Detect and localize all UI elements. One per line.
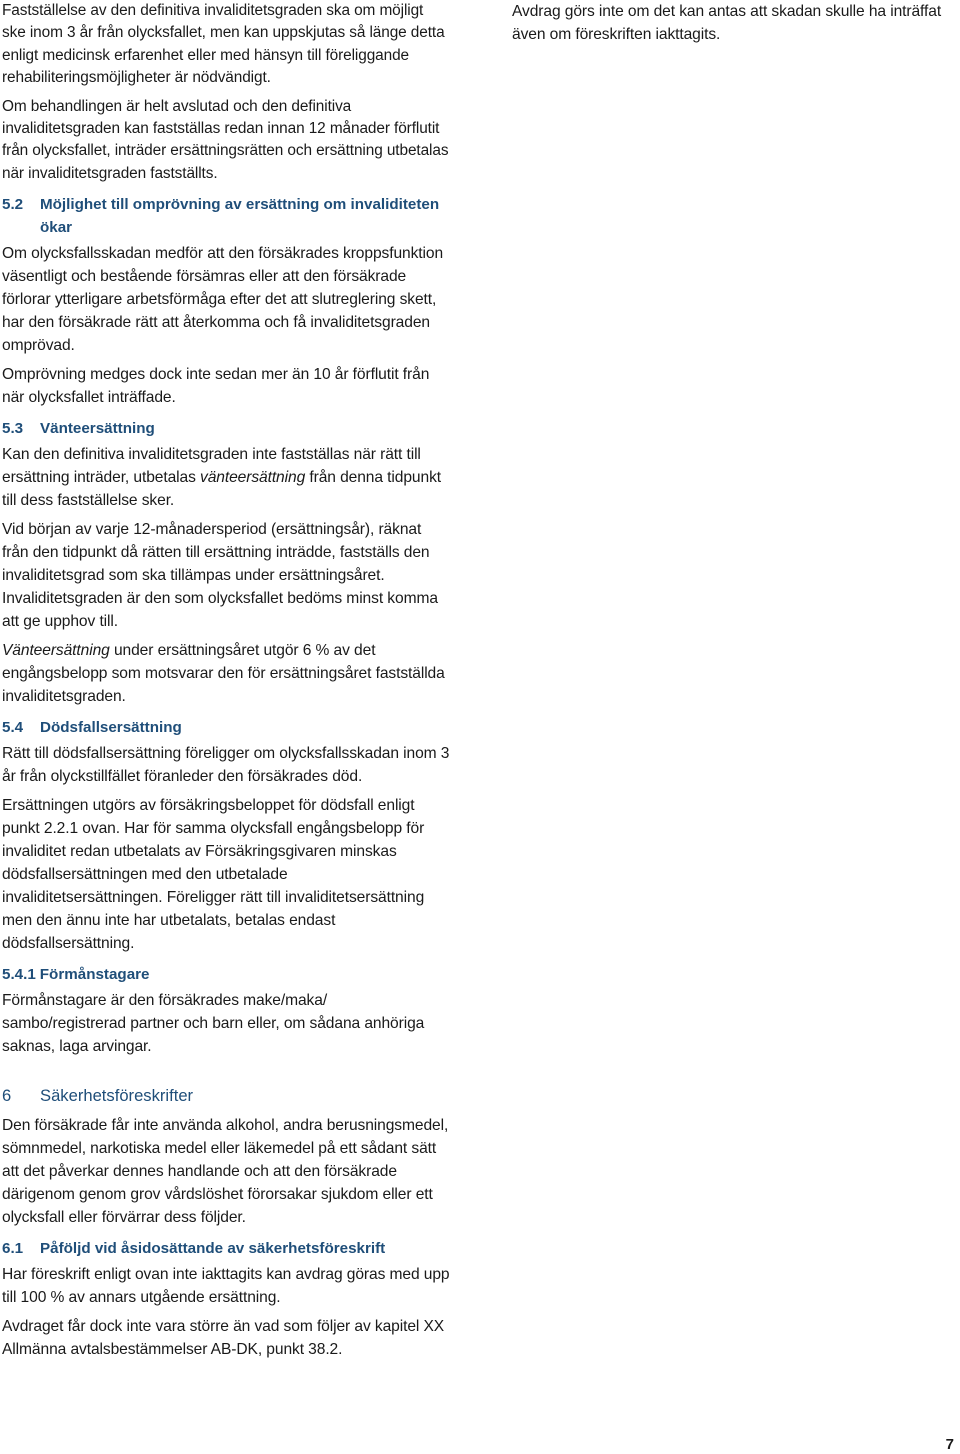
section-number: 5.3 xyxy=(2,420,24,438)
section-number: 6.1 xyxy=(2,1240,24,1258)
section-title: Förmånstagare xyxy=(39,966,150,984)
section-5-4-heading xyxy=(2,716,450,739)
section-number: 6 xyxy=(2,1086,12,1106)
section-6-1 xyxy=(2,1237,450,1361)
section-5-3-heading xyxy=(2,417,450,440)
section-5-3-paragraph-3 xyxy=(2,639,450,708)
section-title: Dödsfallsersättning xyxy=(40,719,182,737)
intro-paragraph-1: Fastställelse av den definitiva invaliditetsgraden ska om möjligt ske inom 3 år från olycksfallet, men kan uppskjutas så länge detta enligt medicinsk erfarenhet eller med hänsyn till föreliggande rehabiliteringsmöjligheter är nödvändigt. xyxy=(2,2,445,87)
section-5-4-1 xyxy=(2,963,450,1058)
section-number: 5.2 xyxy=(2,196,24,214)
right-column-paragraph-1: Avdrag görs inte om det kan antas att skadan skulle ha inträffat även om föreskriften iakttagits. xyxy=(512,3,942,43)
section-5-3-paragraph-1 xyxy=(2,443,450,512)
intro-section xyxy=(2,0,450,185)
section-5-4-paragraph-2: Ersättningen utgörs av försäkringsbeloppet för dödsfall enligt punkt 2.2.1 ovan. Har för samma olycksfall engångsbelopp för invaliditet redan utbetalats av Försäkringsgivaren minskas dödsfallsersättningen med den utbetalade invaliditetsersättningen. Föreligger rätt till invaliditetsersättning men den ännu inte har utbetalats, betalas endast dödsfallsersättning. xyxy=(2,797,425,953)
section-6-paragraph-1: Den försäkrade får inte använda alkohol, andra berusningsmedel, sömnmedel, narkotiska medel eller läkemedel på ett sådant sätt att det påverkar dennes handlande och att den försäkrade därigenom genom grov vårdslöshet förorsakar sjukdom eller ett olycksfall eller förvärrar dess följder. xyxy=(2,1117,449,1227)
section-5-2-paragraph-2: Omprövning medges dock inte sedan mer än 10 år förflutit från när olycksfallet inträffade. xyxy=(2,366,430,407)
section-6-1-heading xyxy=(2,1237,450,1260)
section-5-4-1-heading xyxy=(2,963,450,986)
section-5-4-1-paragraph-1: Förmånstagare är den försäkrades make/maka/ sambo/registrerad partner och barn eller, om sådana anhöriga saknas, laga arvingar. xyxy=(2,992,425,1056)
section-title: Påföljd vid åsidosättande av säkerhetsföreskrift xyxy=(40,1240,386,1258)
page-number: 7 xyxy=(945,1436,954,1453)
emphasis-term: Vänteersättning xyxy=(2,642,110,660)
text-run: Kan den definitiva invaliditetsgraden inte fastställas när rätt till ersättning inträder, utbetalas xyxy=(2,446,421,487)
section-5-2-paragraph-1: Om olycksfallsskadan medför att den försäkrades kroppsfunktion väsentligt och bestående försämras eller att den försäkrade förlorar ytterligare arbetsförmåga efter det att slutreglering skett, har den försäkrade rätt att återkomma och få invaliditetsgraden omprövad. xyxy=(2,245,444,355)
section-title: Möjlighet till omprövning av ersättning om invaliditeten ökar xyxy=(40,196,440,237)
section-title: Säkerhetsföreskrifter xyxy=(40,1086,194,1106)
section-title: Vänteersättning xyxy=(40,420,155,438)
right-column xyxy=(512,0,957,52)
intro-paragraph-2: Om behandlingen är helt avslutad och den definitiva invaliditetsgraden kan fastställas redan innan 12 månader förflutit från olycksfallet, inträder ersättningsrätten och ersättning utbetalas när invaliditetsgraden fastställts. xyxy=(2,97,449,182)
section-6-1-paragraph-2: Avdraget får dock inte vara större än vad som följer av kapitel XX Allmänna avtalsbestämmelser AB-DK, punkt 38.2. xyxy=(2,1318,445,1359)
section-5-2-heading xyxy=(2,193,450,239)
section-number: 5.4.1 xyxy=(2,966,36,984)
emphasis-term: vänteersättning xyxy=(200,469,306,487)
text-run: under ersättningsåret utgör 6 % av det engångsbelopp som motsvarar den för ersättningsåret fastställda invaliditetsgraden. xyxy=(2,642,445,706)
text-run: från denna tidpunkt till dess fastställelse sker. xyxy=(2,469,442,510)
section-6-heading xyxy=(2,1084,450,1108)
left-column xyxy=(2,0,450,1367)
section-5-3-paragraph-2: Vid början av varje 12-månadersperiod (ersättningsår), räknat från den tidpunkt då rätten till ersättning inträdde, fastställs den invaliditetsgrad som ska tillämpas under ersättningsåret. Invaliditetsgraden är den som olycksfallet bedöms minst komma att ge upphov till. xyxy=(2,521,438,631)
section-number: 5.4 xyxy=(2,719,24,737)
section-6 xyxy=(2,1084,450,1229)
section-5-4 xyxy=(2,716,450,955)
section-5-2 xyxy=(2,193,450,409)
section-6-1-paragraph-1: Har föreskrift enligt ovan inte iakttagits kan avdrag göras med upp till 100 % av annars utgående ersättning. xyxy=(2,1266,450,1307)
section-5-3 xyxy=(2,417,450,708)
section-5-4-paragraph-1: Rätt till dödsfallsersättning föreligger om olycksfallsskadan inom 3 år från olyckstillfället föranleder den försäkrades död. xyxy=(2,745,450,786)
